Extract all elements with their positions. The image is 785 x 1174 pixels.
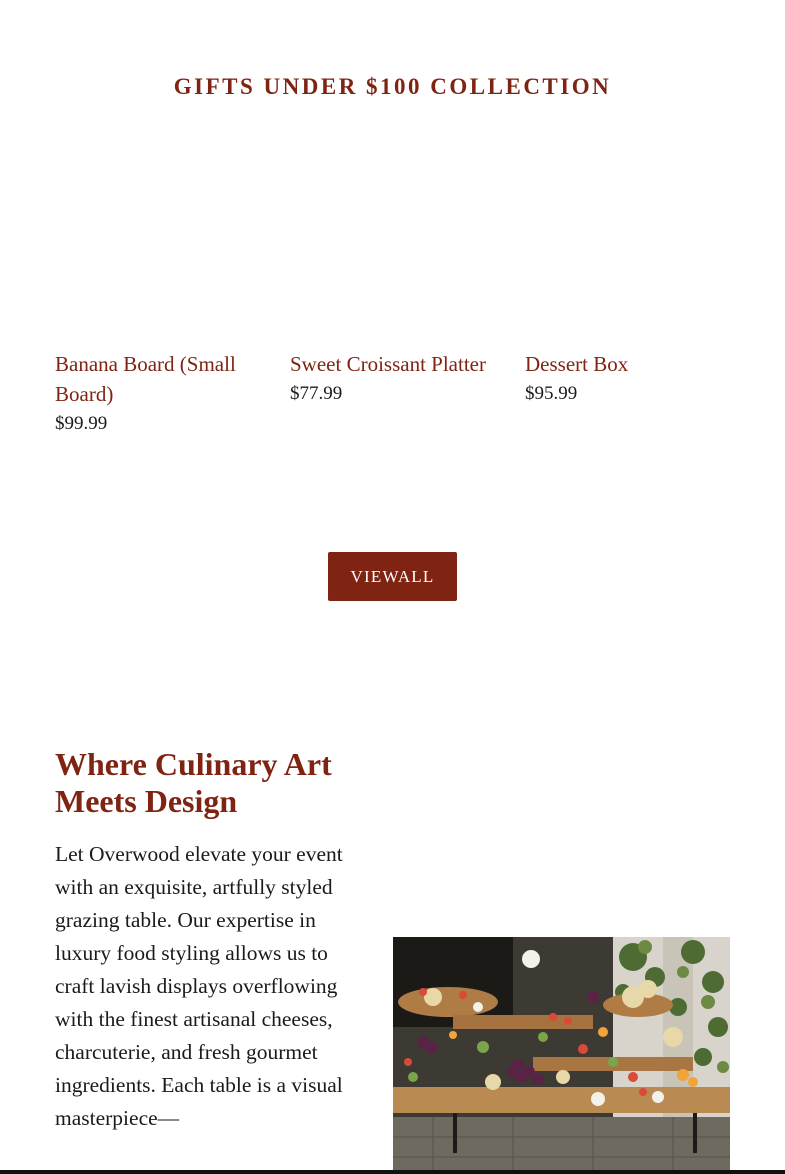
about-body-text: Let Overwood elevate your event with an exquisite, artfully styled grazing table. Our expertise in luxury food styling allows us to craft lavish displays overflowing with the finest artisanal cheeses, charcuterie, and fresh gourmet ingredients. Each table is a visual masterpiece— xyxy=(55,842,343,1130)
product-name[interactable]: Dessert Box xyxy=(525,352,629,376)
product-image[interactable] xyxy=(290,150,495,345)
product-price: $99.99 xyxy=(55,413,108,434)
product-price: $95.99 xyxy=(525,383,578,404)
product-name[interactable]: Sweet Croissant Platter xyxy=(290,352,486,376)
product-price: $77.99 xyxy=(290,383,343,404)
product-card[interactable] xyxy=(55,150,260,439)
product-image[interactable] xyxy=(525,150,730,345)
collection-title: GIFTS UNDER $100 COLLECTION xyxy=(173,74,612,99)
about-heading: Where Culinary Art Meets Design xyxy=(55,746,332,819)
view-all-button[interactable]: VIEWALL xyxy=(328,552,457,601)
product-card[interactable] xyxy=(525,150,730,409)
grazing-table-photo xyxy=(393,937,730,1174)
bottom-divider xyxy=(0,1170,785,1174)
product-card[interactable] xyxy=(290,150,495,409)
product-image[interactable] xyxy=(55,150,260,345)
product-name[interactable]: Banana Board (Small Board) xyxy=(55,352,236,406)
